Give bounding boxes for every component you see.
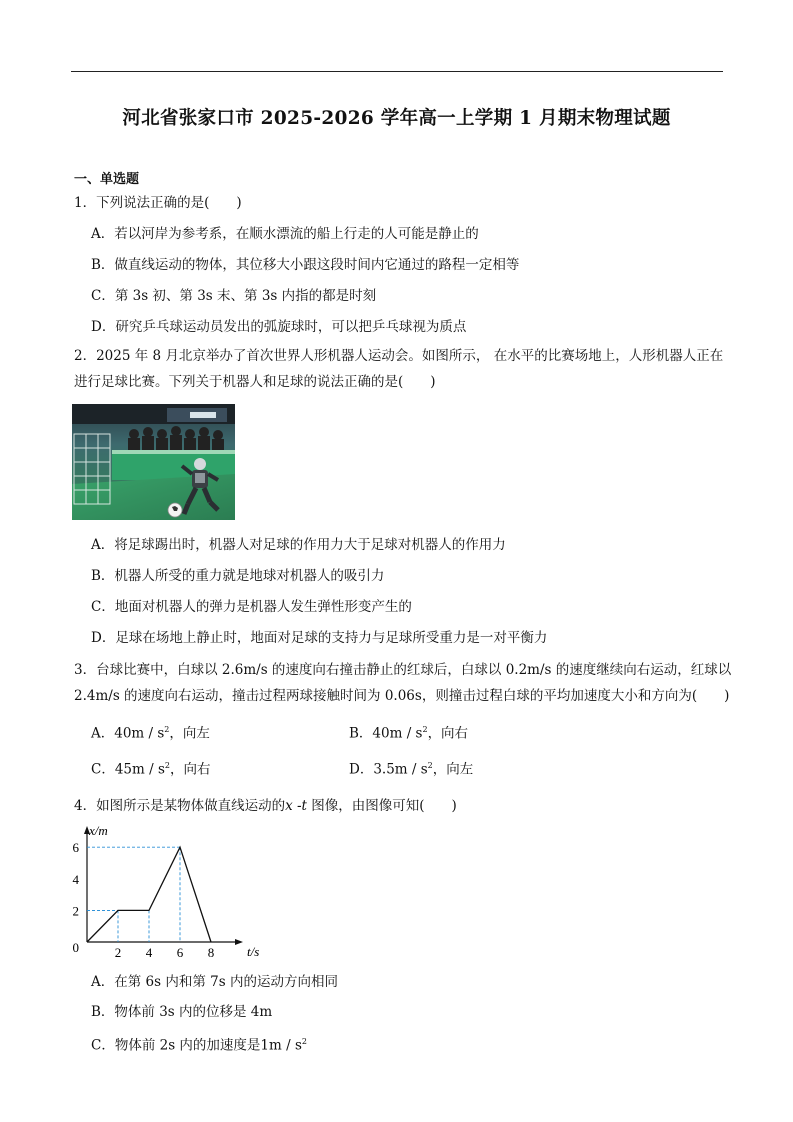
q2-option-a: A．将足球踢出时，机器人对足球的作用力大于足球对机器人的作用力	[91, 537, 506, 553]
q4-option-a: A．在第 6s 内和第 7s 内的运动方向相同	[91, 974, 338, 990]
y-tick-label: 4	[72, 871, 79, 887]
q3-option-a: A．$40m / s^2$，向左	[91, 725, 210, 742]
question-4-stem: 4．如图所示是某物体做直线运动的x -t 图像，由图像可知( )	[74, 798, 457, 814]
x-tick-label: 6	[176, 945, 184, 960]
q1-option-a: A．若以河岸为参考系，在顺水漂流的船上行走的人可能是静止的	[91, 226, 479, 242]
q1-option-c: C．第 3s 初、第 3s 末、第 3s 内指的都是时刻	[91, 288, 377, 304]
q1-option-b: B．做直线运动的物体，其位移大小跟这段时间内它通过的路程一定相等	[91, 257, 520, 273]
y-tick-label: 0	[72, 940, 79, 955]
q4-option-c: C．物体前 2s 内的加速度是$1m / s^2$	[91, 1037, 307, 1054]
x-t-chart-svg	[60, 820, 260, 960]
question-2-stem-line2: 进行足球比赛。下列关于机器人和足球的说法正确的是( )	[74, 374, 436, 390]
x-t-graph	[60, 820, 260, 964]
q3-option-d: D．$3.5m / s^2$，向左	[349, 761, 474, 778]
question-3-stem-line2: 2.4m/s 的速度向右运动，撞击过程两球接触时间为 0.06s，则撞击过程白球的平均加速度大小和方向为( )	[74, 688, 730, 704]
q2-option-b: B．机器人所受的重力就是地球对机器人的吸引力	[91, 568, 385, 584]
q1-option-d: D．研究乒乓球运动员发出的弧旋球时，可以把乒乓球视为质点	[91, 319, 467, 335]
top-rule	[71, 71, 723, 72]
q2-option-c: C．地面对机器人的弹力是机器人发生弹性形变产生的	[91, 599, 412, 615]
y-tick-label: 6	[72, 840, 79, 856]
robot-soccer-photo	[72, 404, 235, 520]
question-1-stem: 1．下列说法正确的是( )	[74, 195, 242, 211]
q3-option-c: C．$45m / s^2$，向右	[91, 761, 211, 778]
x-tick-label: 8	[207, 945, 215, 960]
question-3-stem-line1: 3．台球比赛中，白球以 2.6m/s 的速度向右撞击静止的红球后，白球以 0.2m/s 的速度继续向右运动，红球以	[74, 662, 732, 678]
q4-option-b: B．物体前 3s 内的位移是 4m	[91, 1004, 273, 1020]
y-tick-label: 2	[72, 903, 79, 919]
section-heading: 一、单选题	[74, 172, 140, 187]
page-title: 河北省张家口市 2025-2026 学年高一上学期 1 月期末物理试题	[122, 108, 671, 129]
x-axis-arrow	[235, 939, 243, 945]
x-axis-label: t/s	[247, 944, 260, 959]
q2-option-d: D．足球在场地上静止时，地面对足球的支持力与足球所受重力是一对平衡力	[91, 630, 548, 646]
x-tick-label: 4	[145, 945, 153, 960]
x-tick-label: 2	[114, 945, 122, 960]
q3-option-b: B．$40m / s^2$，向右	[349, 725, 469, 742]
question-2-stem-line1: 2．2025 年 8 月北京举办了首次世界人形机器人运动会。如图所示， 在水平的比赛场地上，人形机器人正在	[74, 348, 724, 364]
y-axis-label: x/m	[89, 823, 108, 838]
